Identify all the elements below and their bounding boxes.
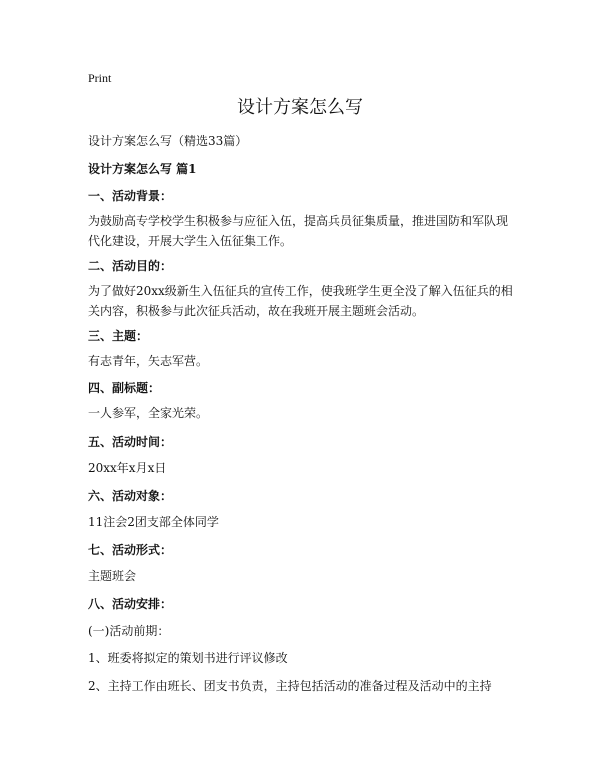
section-heading-subtitle: 四、副标题： xyxy=(88,381,161,395)
section-heading-purpose: 二、活动目的： xyxy=(88,259,173,273)
article-heading: 设计方案怎么写 篇1 xyxy=(88,162,197,176)
section-body-background: 为鼓励高专学校学生积极参与应征入伍，提高兵员征集质量，推进国防和军队现代化建设，开展大学生入伍征集工作。 xyxy=(88,214,509,248)
section-body-purpose: 为了做好20xx级新生入伍征兵的宣传工作，使我班学生更全没了解入伍征兵的相关内容，积极参与此次征兵活动，故在我班开展主题班会活动。 xyxy=(88,284,513,318)
section-body-subtitle: 一人参军，全家光荣。 xyxy=(88,406,209,420)
document-title: 设计方案怎么写 xyxy=(237,97,363,118)
section-heading-arrangement: 八、活动安排： xyxy=(88,597,173,611)
section-heading-background: 一、活动背景： xyxy=(88,189,173,203)
section-heading-time: 五、活动时间： xyxy=(88,435,173,449)
section-heading-audience: 六、活动对象： xyxy=(88,489,173,503)
section-body-format: 主题班会 xyxy=(88,569,137,583)
arrangement-item: 2、主持工作由班长、团支书负责，主持包括活动的准备过程及活动中的主持 xyxy=(88,679,492,693)
section-body-theme: 有志青年，矢志军营。 xyxy=(88,354,209,368)
arrangement-item: 1、班委将拟定的策划书进行评议修改 xyxy=(88,651,288,665)
section-body-arrangement: (一)活动前期： xyxy=(88,624,170,638)
section-heading-theme: 三、主题： xyxy=(88,329,149,343)
section-body-audience: 11注会2团支部全体同学 xyxy=(88,515,219,529)
print-label: Print xyxy=(88,71,112,85)
section-heading-format: 七、活动形式： xyxy=(88,543,173,557)
document-subtitle: 设计方案怎么写（精选33篇） xyxy=(88,134,248,148)
section-body-time: 20xx年x月x日 xyxy=(88,461,167,475)
